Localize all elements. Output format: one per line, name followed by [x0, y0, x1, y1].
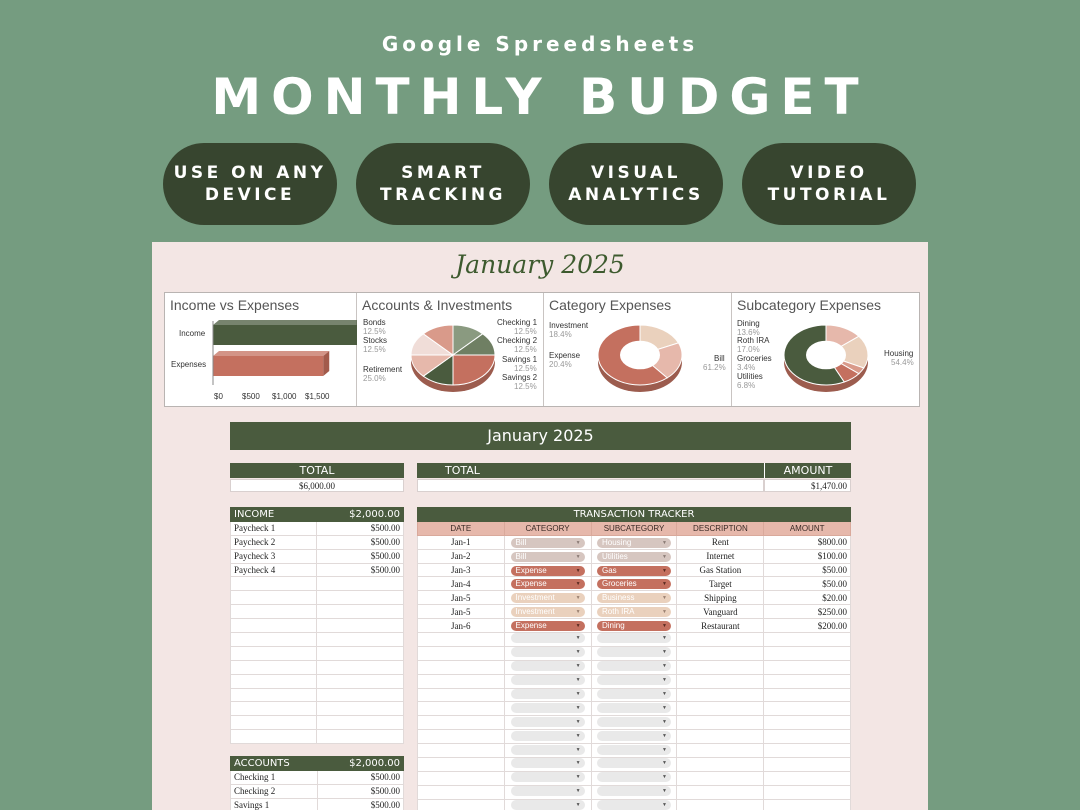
- category-dropdown[interactable]: [511, 800, 585, 810]
- donut-label: Dining: [737, 319, 760, 328]
- empty-cell[interactable]: [418, 702, 505, 716]
- empty-transaction-row: [418, 716, 851, 730]
- empty-cell[interactable]: [764, 744, 851, 758]
- product-subtitle: Google Spreedsheets: [381, 32, 699, 56]
- chart-category-expenses: [544, 293, 732, 406]
- subcategory-dropdown[interactable]: [597, 661, 671, 671]
- pie-label: Checking 1: [497, 318, 538, 327]
- empty-cell[interactable]: [418, 785, 505, 799]
- empty-cell[interactable]: [317, 688, 404, 702]
- pie-percent: 12.5%: [514, 382, 537, 391]
- income-name[interactable]: Paycheck 2: [231, 535, 317, 549]
- col-amount: AMOUNT: [764, 521, 851, 535]
- empty-cell[interactable]: [764, 646, 851, 660]
- category-dropdown[interactable]: [511, 772, 585, 782]
- bar-chart-canvas: [165, 293, 357, 406]
- pie-percent: 12.5%: [514, 345, 537, 354]
- spreadsheet-preview: [152, 242, 928, 810]
- category-dropdown[interactable]: [511, 633, 585, 643]
- category-dropdown[interactable]: Investment ▼: [511, 593, 585, 603]
- income-name[interactable]: Paycheck 4: [231, 563, 317, 577]
- empty-cell[interactable]: [418, 758, 505, 772]
- empty-cell[interactable]: [677, 799, 764, 810]
- amount-value: $1,470.00: [764, 479, 851, 492]
- empty-cell[interactable]: [231, 660, 317, 674]
- subcategory-dropdown[interactable]: [597, 717, 671, 727]
- income-amount[interactable]: $500.00: [317, 563, 404, 577]
- transaction-row: [418, 577, 851, 591]
- empty-cell[interactable]: [418, 646, 505, 660]
- empty-cell[interactable]: [764, 799, 851, 810]
- income-amount[interactable]: $500.00: [317, 521, 404, 535]
- empty-transaction-row: [418, 674, 851, 688]
- tx-description[interactable]: Shipping: [677, 591, 764, 605]
- empty-cell[interactable]: [231, 605, 317, 619]
- empty-cell[interactable]: [764, 758, 851, 772]
- subcategory-dropdown[interactable]: [597, 772, 671, 782]
- empty-cell[interactable]: [677, 660, 764, 674]
- tx-description[interactable]: Rent: [677, 535, 764, 549]
- empty-cell[interactable]: [231, 730, 317, 744]
- category-dropdown[interactable]: Investment ▼: [511, 607, 585, 617]
- empty-cell[interactable]: [317, 660, 404, 674]
- chart-accounts-investments: [357, 293, 544, 406]
- tx-description[interactable]: Vanguard: [677, 605, 764, 619]
- pie-label: Savings 1: [502, 355, 538, 364]
- account-amount[interactable]: $500.00: [317, 784, 403, 798]
- empty-cell[interactable]: [317, 577, 404, 591]
- empty-transaction-row: [418, 633, 851, 647]
- subcategory-dropdown[interactable]: Groceries ▼: [597, 579, 671, 589]
- bar-label-income: Income: [179, 329, 206, 338]
- x-tick: $1,500: [305, 392, 330, 401]
- pie-percent: 12.5%: [363, 327, 386, 336]
- empty-cell[interactable]: [764, 674, 851, 688]
- transaction-row: [418, 535, 851, 549]
- empty-cell[interactable]: [231, 577, 317, 591]
- tx-date[interactable]: Jan-2: [418, 549, 505, 563]
- subcategory-dropdown[interactable]: [597, 675, 671, 685]
- tx-amount[interactable]: $250.00: [764, 605, 851, 619]
- subcategory-dropdown[interactable]: [597, 731, 671, 741]
- empty-cell[interactable]: [317, 605, 404, 619]
- empty-cell[interactable]: [317, 702, 404, 716]
- tx-description[interactable]: Target: [677, 577, 764, 591]
- empty-transaction-row: [418, 758, 851, 772]
- subcategory-dropdown[interactable]: [597, 703, 671, 713]
- donut-label: Utilities: [737, 372, 763, 381]
- pie-percent: 12.5%: [363, 345, 386, 354]
- subcategory-dropdown[interactable]: [597, 647, 671, 657]
- x-tick: $500: [242, 392, 260, 401]
- empty-cell[interactable]: [317, 633, 404, 647]
- pie-percent: 12.5%: [514, 364, 537, 373]
- feature-pill-analytics: VISUAL ANALYTICS: [549, 143, 723, 225]
- category-dropdown[interactable]: [511, 786, 585, 796]
- donut-label: Housing: [884, 349, 914, 358]
- col-category: CATEGORY: [504, 521, 591, 535]
- bar-top: [213, 320, 357, 325]
- pie-label: Bonds: [363, 318, 386, 327]
- empty-cell[interactable]: [231, 716, 317, 730]
- subcategory-dropdown[interactable]: Dining ▼: [597, 621, 671, 631]
- category-dropdown[interactable]: [511, 661, 585, 671]
- donut-percent: 13.6%: [737, 328, 760, 337]
- transaction-row: [418, 605, 851, 619]
- category-dropdown[interactable]: Bill ▼: [511, 538, 585, 548]
- empty-cell[interactable]: [317, 730, 404, 744]
- tx-amount[interactable]: $200.00: [764, 619, 851, 633]
- sheet-title: January 2025: [455, 250, 625, 279]
- empty-cell[interactable]: [317, 674, 404, 688]
- subcategory-dropdown[interactable]: [597, 786, 671, 796]
- donut-chart-canvas: [544, 293, 732, 406]
- bar-label-expenses: Expenses: [171, 360, 207, 369]
- subcategory-dropdown[interactable]: Housing ▼: [597, 538, 671, 548]
- donut-label: Investment: [549, 321, 589, 330]
- donut-label: Bill: [714, 354, 725, 363]
- empty-cell[interactable]: [231, 619, 317, 633]
- tx-date[interactable]: Jan-6: [418, 619, 505, 633]
- tracker-title: TRANSACTION TRACKER: [418, 508, 851, 522]
- col-subcategory: SUBCATEGORY: [591, 521, 677, 535]
- account-name[interactable]: Checking 2: [231, 784, 318, 798]
- empty-cell[interactable]: [677, 633, 764, 647]
- donut-percent: 20.4%: [549, 360, 572, 369]
- category-dropdown[interactable]: [511, 717, 585, 727]
- category-dropdown[interactable]: Expense ▼: [511, 579, 585, 589]
- category-dropdown[interactable]: Expense ▼: [511, 566, 585, 576]
- x-tick: $0: [214, 392, 223, 401]
- empty-cell[interactable]: [677, 758, 764, 772]
- empty-cell[interactable]: [677, 702, 764, 716]
- income-name[interactable]: Paycheck 3: [231, 549, 317, 563]
- donut-label: Groceries: [737, 354, 772, 363]
- transaction-row: [418, 591, 851, 605]
- donut-percent: 6.8%: [737, 381, 756, 390]
- empty-cell[interactable]: [677, 688, 764, 702]
- empty-cell[interactable]: [317, 646, 404, 660]
- subcategory-dropdown[interactable]: Gas ▼: [597, 566, 671, 576]
- empty-cell[interactable]: [317, 716, 404, 730]
- empty-cell[interactable]: [317, 591, 404, 605]
- tx-description[interactable]: Restaurant: [677, 619, 764, 633]
- transaction-row: [418, 563, 851, 577]
- dashboard-charts: [164, 292, 920, 407]
- empty-transaction-row: [418, 771, 851, 785]
- income-table: [230, 507, 404, 744]
- tx-amount[interactable]: $20.00: [764, 591, 851, 605]
- subcategory-dropdown[interactable]: [597, 689, 671, 699]
- col-description: DESCRIPTION: [677, 521, 764, 535]
- category-dropdown[interactable]: Expense ▼: [511, 621, 585, 631]
- right-total-header: TOTAL: [417, 463, 764, 478]
- chart-income-vs-expenses: [165, 293, 357, 406]
- empty-transaction-row: [418, 688, 851, 702]
- category-dropdown[interactable]: [511, 689, 585, 699]
- empty-cell[interactable]: [231, 688, 317, 702]
- pie-label: Checking 2: [497, 336, 538, 345]
- empty-cell[interactable]: [317, 619, 404, 633]
- tx-amount[interactable]: $50.00: [764, 577, 851, 591]
- tx-amount[interactable]: $50.00: [764, 563, 851, 577]
- empty-cell[interactable]: [677, 716, 764, 730]
- tx-date[interactable]: Jan-3: [418, 563, 505, 577]
- category-dropdown[interactable]: [511, 647, 585, 657]
- income-header: INCOME: [231, 508, 317, 522]
- total-value: $6,000.00: [230, 479, 404, 492]
- tx-date[interactable]: Jan-1: [418, 535, 505, 549]
- feature-pill-device: USE ON ANY DEVICE: [163, 143, 337, 225]
- empty-transaction-row: [418, 702, 851, 716]
- empty-cell[interactable]: [764, 688, 851, 702]
- empty-cell[interactable]: [418, 633, 505, 647]
- tx-amount[interactable]: $100.00: [764, 549, 851, 563]
- donut-hole: [620, 341, 660, 370]
- x-tick: $1,000: [272, 392, 297, 401]
- transaction-row: [418, 619, 851, 633]
- donut-hole: [806, 341, 846, 370]
- pie-slice: [453, 355, 495, 385]
- tx-description[interactable]: Internet: [677, 549, 764, 563]
- empty-transaction-row: [418, 646, 851, 660]
- empty-transaction-row: [418, 660, 851, 674]
- accounts-header: ACCOUNTS: [231, 757, 318, 771]
- account-name[interactable]: Checking 1: [231, 770, 318, 784]
- subcategory-dropdown[interactable]: [597, 800, 671, 810]
- empty-cell[interactable]: [764, 633, 851, 647]
- bar: [213, 356, 323, 376]
- subcategory-dropdown[interactable]: Utilities ▼: [597, 552, 671, 562]
- chart-title: Income vs Expenses: [170, 297, 300, 313]
- empty-cell[interactable]: [764, 660, 851, 674]
- empty-cell[interactable]: [231, 674, 317, 688]
- empty-cell[interactable]: [418, 730, 505, 744]
- empty-cell[interactable]: [764, 771, 851, 785]
- subcategory-dropdown[interactable]: [597, 758, 671, 768]
- total-header: TOTAL: [230, 463, 404, 478]
- empty-cell[interactable]: [231, 646, 317, 660]
- chart-subcategory-expenses: [732, 293, 920, 406]
- income-name[interactable]: Paycheck 1: [231, 521, 317, 535]
- transaction-row: [418, 549, 851, 563]
- empty-cell[interactable]: [418, 799, 505, 810]
- bar-top: [213, 351, 329, 356]
- tx-date[interactable]: Jan-5: [418, 605, 505, 619]
- pie-label: Retirement: [363, 365, 403, 374]
- empty-cell[interactable]: [231, 702, 317, 716]
- category-dropdown[interactable]: [511, 758, 585, 768]
- empty-cell[interactable]: [418, 674, 505, 688]
- empty-transaction-row: [418, 799, 851, 810]
- chart-title: Category Expenses: [549, 297, 672, 313]
- pie-percent: 12.5%: [514, 327, 537, 336]
- bar: [213, 325, 357, 345]
- empty-cell[interactable]: [677, 730, 764, 744]
- category-dropdown[interactable]: [511, 745, 585, 755]
- right-total-blank: [417, 479, 764, 492]
- transaction-tracker-table: [417, 507, 851, 810]
- pie-label: Stocks: [363, 336, 388, 345]
- donut-percent: 61.2%: [703, 363, 726, 372]
- empty-cell[interactable]: [677, 674, 764, 688]
- category-dropdown[interactable]: [511, 703, 585, 713]
- empty-cell[interactable]: [418, 688, 505, 702]
- feature-pill-tutorial: VIDEO TUTORIAL: [742, 143, 916, 225]
- pie-label: Savings 2: [502, 373, 538, 382]
- account-name[interactable]: Savings 1: [231, 798, 318, 810]
- chart-title: Subcategory Expenses: [737, 297, 881, 313]
- accounts-total: $2,000.00: [317, 757, 403, 771]
- empty-cell[interactable]: [231, 591, 317, 605]
- category-dropdown[interactable]: [511, 675, 585, 685]
- empty-cell[interactable]: [677, 744, 764, 758]
- empty-cell[interactable]: [418, 744, 505, 758]
- empty-transaction-row: [418, 785, 851, 799]
- donut-percent: 54.4%: [891, 358, 914, 367]
- accounts-table: [230, 756, 404, 810]
- subcategory-dropdown[interactable]: Roth IRA ▼: [597, 607, 671, 617]
- category-dropdown[interactable]: [511, 731, 585, 741]
- subcategory-dropdown[interactable]: Business ▼: [597, 593, 671, 603]
- empty-cell[interactable]: [418, 716, 505, 730]
- empty-cell[interactable]: [677, 646, 764, 660]
- empty-cell[interactable]: [418, 660, 505, 674]
- tx-date[interactable]: Jan-4: [418, 577, 505, 591]
- donut-percent: 18.4%: [549, 330, 572, 339]
- empty-cell[interactable]: [764, 702, 851, 716]
- empty-cell[interactable]: [231, 633, 317, 647]
- subcategory-dropdown[interactable]: [597, 745, 671, 755]
- empty-cell[interactable]: [764, 785, 851, 799]
- subcategory-dropdown[interactable]: [597, 633, 671, 643]
- chart-title: Accounts & Investments: [362, 297, 513, 313]
- income-amount[interactable]: $500.00: [317, 535, 404, 549]
- empty-transaction-row: [418, 744, 851, 758]
- account-amount[interactable]: $500.00: [317, 798, 403, 810]
- empty-transaction-row: [418, 730, 851, 744]
- pie-percent: 25.0%: [363, 374, 386, 383]
- amount-header: AMOUNT: [764, 463, 851, 478]
- empty-cell[interactable]: [764, 716, 851, 730]
- category-dropdown[interactable]: Bill ▼: [511, 552, 585, 562]
- donut-percent: 3.4%: [737, 363, 756, 372]
- tx-amount[interactable]: $800.00: [764, 535, 851, 549]
- account-amount[interactable]: $500.00: [317, 770, 403, 784]
- product-title: MONTHLY BUDGET: [211, 68, 869, 126]
- empty-cell[interactable]: [764, 730, 851, 744]
- income-amount[interactable]: $500.00: [317, 549, 404, 563]
- tx-description[interactable]: Gas Station: [677, 563, 764, 577]
- donut-label: Roth IRA: [737, 336, 770, 345]
- feature-pill-tracking: SMART TRACKING: [356, 143, 530, 225]
- tx-date[interactable]: Jan-5: [418, 591, 505, 605]
- empty-cell[interactable]: [677, 785, 764, 799]
- month-banner: January 2025: [230, 422, 851, 450]
- income-total: $2,000.00: [317, 508, 404, 522]
- donut-label: Expense: [549, 351, 581, 360]
- empty-cell[interactable]: [418, 771, 505, 785]
- donut-percent: 17.0%: [737, 345, 760, 354]
- empty-cell[interactable]: [677, 771, 764, 785]
- col-date: DATE: [418, 521, 505, 535]
